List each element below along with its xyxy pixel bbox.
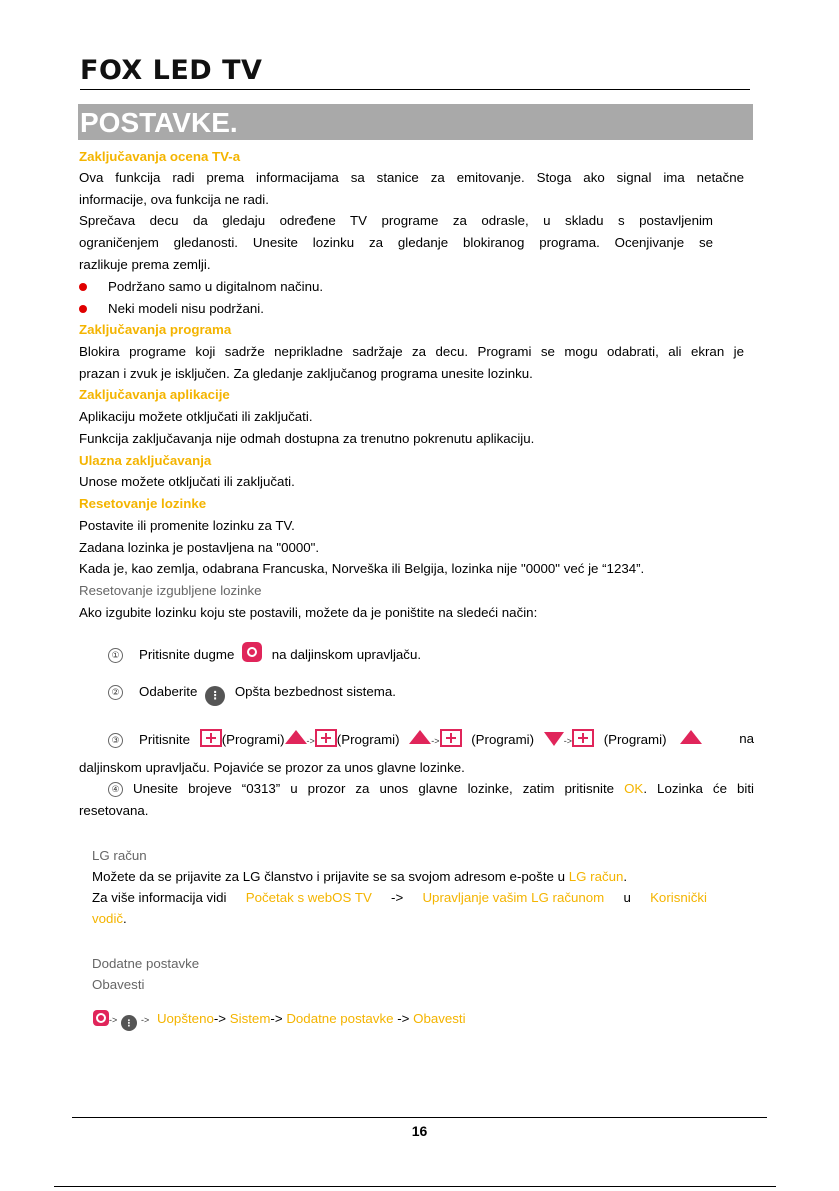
arrow-separator: -> [109, 1015, 118, 1025]
paragraph-line: daljinskom upravljaču. Pojaviće se prozor za unos glavne lozinke. [79, 760, 465, 775]
paragraph-line [92, 911, 127, 926]
path-general[interactable]: Uopšteno [156, 1011, 214, 1026]
paragraph-line: Ako izgubite lozinku koju ste postavili, možete da je poništite na sledeći način: [79, 605, 538, 620]
heading-program-lock: Zaključavanja programa [79, 322, 232, 337]
path-system[interactable]: Sistem [229, 1011, 271, 1026]
paragraph-line [92, 869, 627, 884]
bullet-item [79, 279, 323, 294]
bullet-dot [79, 283, 87, 291]
arrow-up-icon [409, 730, 431, 744]
paragraph-line: Zadana lozinka je postavljena na "0000". [79, 540, 320, 555]
heading-rating-lock: Zaključavanja ocena TV-a [79, 149, 241, 164]
gear-icon [93, 1010, 109, 1026]
dots-icon: ⋮ [121, 1015, 137, 1031]
arrow-separator: -> [270, 1011, 283, 1026]
link-user-guide-cont[interactable]: vodič [92, 911, 124, 926]
paragraph-line: prazan i zvuk je isključen. Za gledanje zaključanog programa unesite lozinku. [79, 366, 533, 381]
section-title: POSTAVKE. [80, 107, 238, 138]
brand-underline [80, 89, 750, 90]
arrow-separator: -> [397, 1011, 410, 1026]
link-lg-account[interactable]: LG račun [568, 869, 624, 884]
text: u [623, 890, 631, 905]
paragraph-line [92, 890, 707, 905]
link-user-guide[interactable]: Korisnički [650, 890, 707, 905]
program-plus-icon [315, 729, 337, 747]
step-text [133, 781, 754, 797]
paragraph-line: Unose možete otključati ili zaključati. [79, 474, 295, 489]
bullet-text: Podržano samo u digitalnom načinu. [108, 279, 324, 294]
link-manage-lg-account[interactable]: Upravljanje vašim LG računom [422, 890, 605, 905]
program-plus-icon [200, 729, 222, 747]
step-text: Pritisnite dugme [139, 647, 235, 662]
ok-key-label: OK [624, 781, 644, 796]
step-1 [108, 642, 421, 663]
footer-rule [72, 1117, 767, 1118]
arrow-separator: -> [140, 1015, 150, 1025]
page-number: 16 [411, 1123, 428, 1139]
paragraph-line: informacije, ova funkcija ne radi. [79, 192, 269, 207]
arrow-separator: -> [563, 736, 572, 746]
arrow-separator: -> [306, 736, 315, 746]
step-number-wrap [108, 781, 133, 797]
step-number: ① [108, 648, 123, 663]
step-text: na daljinskom upravljaču. [271, 647, 422, 662]
step-number: ④ [108, 782, 123, 797]
heading-notifications: Obavesti [92, 977, 145, 992]
paragraph-line: Aplikaciju možete otključati ili zaključati. [79, 409, 313, 424]
dots-icon: ⋮ [205, 686, 225, 706]
text: . [623, 869, 628, 884]
paragraph-line: ograničenjem gledanosti. Unesite lozinku za gledanje blokiranog programa. Ocenjivanje se [79, 235, 713, 250]
step-text-part: Unesite brojeve “0313” u prozor za unos glavne lozinke, zatim pritisnite [133, 781, 615, 796]
arrow-up-icon [680, 730, 702, 744]
arrow-separator: -> [213, 1011, 227, 1026]
heading-app-lock: Zaključavanja aplikacije [79, 387, 230, 402]
subheading-lost-password: Resetovanje izgubljene lozinke [79, 583, 262, 598]
step-text-part: . Lozinka će biti [643, 781, 754, 796]
section-title-bar [78, 104, 753, 140]
heading-extra-settings: Dodatne postavke [92, 956, 200, 971]
arrow-separator: -> [431, 736, 440, 746]
link-webos-start[interactable]: Početak s webOS TV [245, 890, 372, 905]
bullet-dot [79, 305, 87, 313]
step-3 [108, 729, 754, 748]
text: -> [391, 890, 404, 905]
text: Možete da se prijavite za LG članstvo i prijavite se sa svojom adresom e-pošte u [92, 869, 565, 884]
heading-input-lock: Ulazna zaključavanja [79, 453, 212, 468]
bullet-text: Neki modeli nisu podržani. [108, 301, 264, 316]
step-text: (Programi) [603, 732, 667, 747]
program-plus-icon [572, 729, 594, 747]
paragraph-line: Ova funkcija radi prema informacijama sa stanice za emitovanje. Stoga ako signal ima netačne [79, 170, 744, 185]
arrow-up-icon [285, 730, 307, 744]
paragraph-line: resetovana. [79, 803, 149, 818]
step-text: Pritisnite [139, 732, 190, 747]
heading-reset-password: Resetovanje lozinke [79, 496, 207, 511]
paragraph-line: Kada je, kao zemlja, odabrana Francuska, Norveška ili Belgija, lozinka nije "0000" već je “1234”. [79, 561, 645, 576]
step-text: (Programi) [221, 732, 285, 747]
bullet-item [79, 301, 264, 316]
step-text: (Programi) [336, 732, 400, 747]
settings-path [93, 1010, 466, 1031]
heading-lg-account: LG račun [92, 848, 147, 863]
path-notifications[interactable]: Obavesti [413, 1011, 466, 1026]
text: Za više informacija vidi [92, 890, 227, 905]
bottom-rule [54, 1186, 776, 1187]
paragraph-line: Blokira programe koji sadrže neprikladne sadržaje za decu. Programi se mogu odabrati, ali ekran je [79, 344, 744, 359]
step-number: ③ [108, 733, 123, 748]
step-number: ② [108, 685, 123, 700]
text: . [123, 911, 127, 926]
step-text: Opšta bezbednost sistema. [234, 684, 396, 699]
step-2 [108, 684, 396, 706]
step-4 [108, 781, 754, 797]
paragraph-line: razlikuje prema zemlji. [79, 257, 211, 272]
step-text: Odaberite [139, 684, 198, 699]
gear-icon [242, 642, 262, 662]
paragraph-line: Sprečava decu da gledaju određene TV programe za odrasle, u skladu s postavljenim [79, 213, 713, 228]
step-text: na [739, 731, 754, 746]
arrow-down-icon [544, 732, 564, 746]
brand-title: FOX LED TV [80, 55, 263, 86]
path-additional-settings[interactable]: Dodatne postavke [286, 1011, 394, 1026]
step-text: (Programi) [471, 732, 535, 747]
paragraph-line: Postavite ili promenite lozinku za TV. [79, 518, 295, 533]
paragraph-line: Funkcija zaključavanja nije odmah dostupna za trenutno pokrenutu aplikaciju. [79, 431, 535, 446]
program-plus-icon [440, 729, 462, 747]
